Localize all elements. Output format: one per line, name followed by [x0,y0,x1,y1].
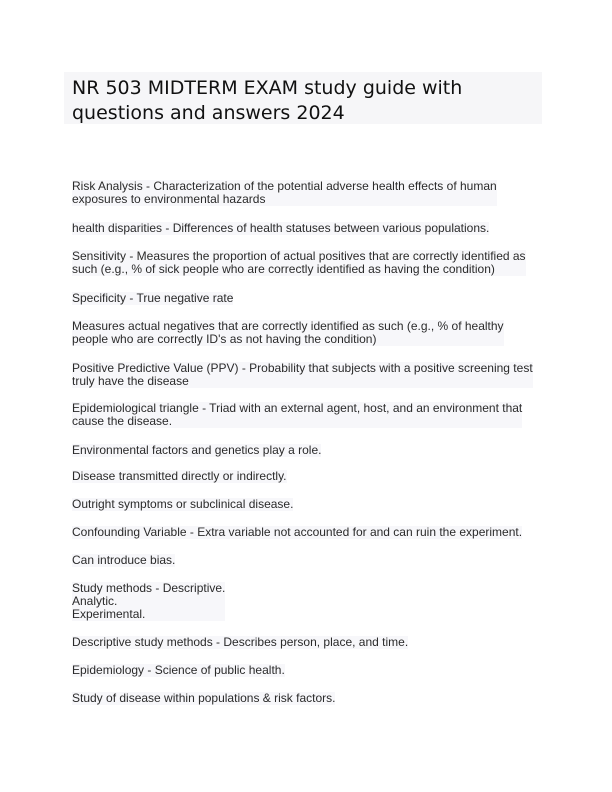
entry-study-of-disease: Study of disease within populations & risk factors. [72,691,336,705]
entry-disease-transmitted: Disease transmitted directly or indirectly. [72,469,287,483]
entry-confounding-variable: Confounding Variable - Extra variable not accounted for and can ruin the experiment. [72,525,523,539]
entry-epidemiology: Epidemiology - Science of public health. [72,663,285,677]
title-banner [64,72,542,124]
document-title: NR 503 MIDTERM EXAM study guide with questions and answers 2024 [72,77,463,124]
entry-environmental-factors: Environmental factors and genetics play a role. [72,443,322,457]
entry-study-methods: Study methods - Descriptive. Analytic. Experimental. [72,581,226,621]
entry-sensitivity: Sensitivity - Measures the proportion of actual positives that are correctly identified as such (e.g., % of sick people who are correctly identified as having the condition) [72,249,526,276]
entry-specificity: Specificity - True negative rate [72,291,234,305]
entry-outright-symptoms: Outright symptoms or subclinical disease. [72,497,294,511]
entry-actual-negatives: Measures actual negatives that are correctly identified as such (e.g., % of healthy people who are correctly ID's as not having the condition) [72,319,504,346]
entry-ppv: Positive Predictive Value (PPV) - Probability that subjects with a positive screening test truly have the disease [72,361,533,388]
entry-risk-analysis: Risk Analysis - Characterization of the potential adverse health effects of human exposures to environmental hazards [72,179,497,206]
entry-descriptive-methods: Descriptive study methods - Describes person, place, and time. [72,635,409,649]
entry-health-disparities: health disparities - Differences of health statuses between various populations. [72,221,490,235]
entry-introduce-bias: Can introduce bias. [72,553,176,567]
entry-epidemiological-triangle: Epidemiological triangle - Triad with an external agent, host, and an environment that cause the disease. [72,401,523,428]
